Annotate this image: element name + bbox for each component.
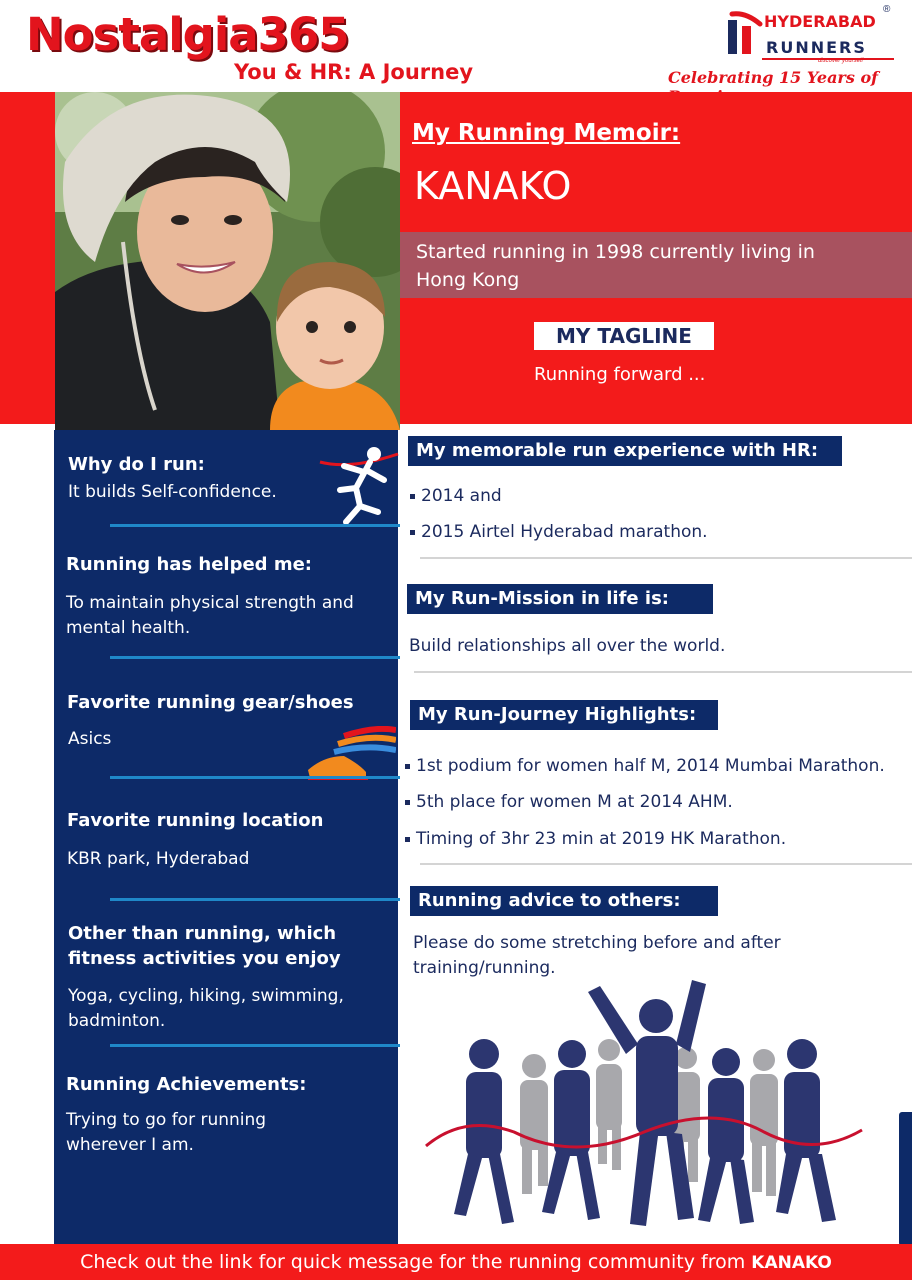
highlight-item: [405, 754, 885, 779]
logo-runners: RUNNERS: [766, 38, 867, 57]
bullet-icon: [405, 800, 410, 805]
memorable-item-text: 2015 Airtel Hyderabad marathon.: [421, 522, 708, 542]
nostalgia-title: Nostalgia365: [26, 8, 349, 61]
footer-message-link[interactable]: [0, 1244, 912, 1280]
bullet-icon: [410, 494, 415, 499]
runners-crowd-illustration: [424, 974, 864, 1236]
helped-title: Running has helped me:: [66, 554, 312, 575]
highlight-item-text: 5th place for women M at 2014 AHM.: [416, 792, 733, 812]
bullet-icon: [405, 764, 410, 769]
memorable-item: [410, 520, 708, 545]
highlight-item: [405, 790, 733, 815]
mission-text: Build relationships all over the world.: [409, 636, 726, 656]
separator-line: [110, 524, 400, 527]
photo-illustration: [55, 92, 400, 430]
highlight-item: [405, 827, 786, 852]
helped-text: To maintain physical strength and mental health.: [66, 593, 354, 638]
running-shoe-icon: [304, 726, 396, 782]
bullet-icon: [405, 837, 410, 842]
why-run-title: Why do I run:: [68, 454, 205, 475]
journey-subtitle: You & HR: A Journey: [234, 60, 474, 84]
memorable-run-heading: My memorable run experience with HR:: [408, 436, 842, 466]
celebrating-text: Celebrating 15 Years of: [668, 68, 878, 87]
advice-text: Please do some stretching before and after training/running.: [413, 933, 781, 978]
highlights-heading: My Run-Journey Highlights:: [410, 700, 718, 730]
location-text: KBR park, Hyderabad: [67, 849, 250, 869]
separator-line: [414, 671, 912, 673]
footer-runner-name: KANAKO: [751, 1253, 832, 1273]
runner-photo: [55, 92, 400, 430]
gear-text: Asics: [68, 729, 112, 749]
runner-name: KANAKO: [414, 164, 572, 208]
started-text: Started running in 1998 currently living in Hong Kong: [416, 241, 815, 291]
memorable-item: [410, 484, 502, 509]
location-title: Favorite running location: [67, 810, 324, 831]
memoir-heading: My Running Memoir:: [412, 120, 681, 146]
highlight-item-text: 1st podium for women half M, 2014 Mumbai Marathon.: [416, 756, 885, 776]
other-activities-title: Other than running, which fitness activities you enjoy: [68, 923, 341, 969]
achievements-title: Running Achievements:: [66, 1074, 307, 1095]
mission-heading: My Run-Mission in life is:: [407, 584, 713, 614]
logo-hyderabad: HYDERABAD: [764, 12, 876, 31]
runner-finish-icon: [300, 440, 400, 530]
other-activities-text: Yoga, cycling, hiking, swimming, badminton.: [68, 986, 344, 1031]
why-run-text: It builds Self-confidence.: [68, 482, 277, 502]
memorable-item-text: 2014 and: [421, 486, 502, 506]
separator-line: [110, 898, 400, 901]
highlight-item-text: Timing of 3hr 23 min at 2019 HK Marathon.: [416, 829, 787, 849]
registered-mark: ®: [883, 4, 891, 15]
separator-line: [110, 776, 400, 779]
advice-heading: Running advice to others:: [410, 886, 718, 916]
achievements-text: Trying to go for running wherever I am.: [66, 1110, 267, 1155]
gear-title: Favorite running gear/shoes: [67, 692, 354, 713]
separator-line: [420, 557, 912, 559]
separator-line: [110, 656, 400, 659]
separator-line: [420, 863, 912, 865]
separator-line: [110, 1044, 400, 1047]
footer-text: Check out the link for quick message for the running community from: [80, 1251, 746, 1273]
decorative-side-bar: [899, 1112, 912, 1246]
tagline-text: Running forward ...: [534, 364, 706, 385]
tagline-label: MY TAGLINE: [534, 322, 714, 350]
bullet-icon: [410, 530, 415, 535]
logo-tagline: discover yourself: [818, 58, 864, 64]
